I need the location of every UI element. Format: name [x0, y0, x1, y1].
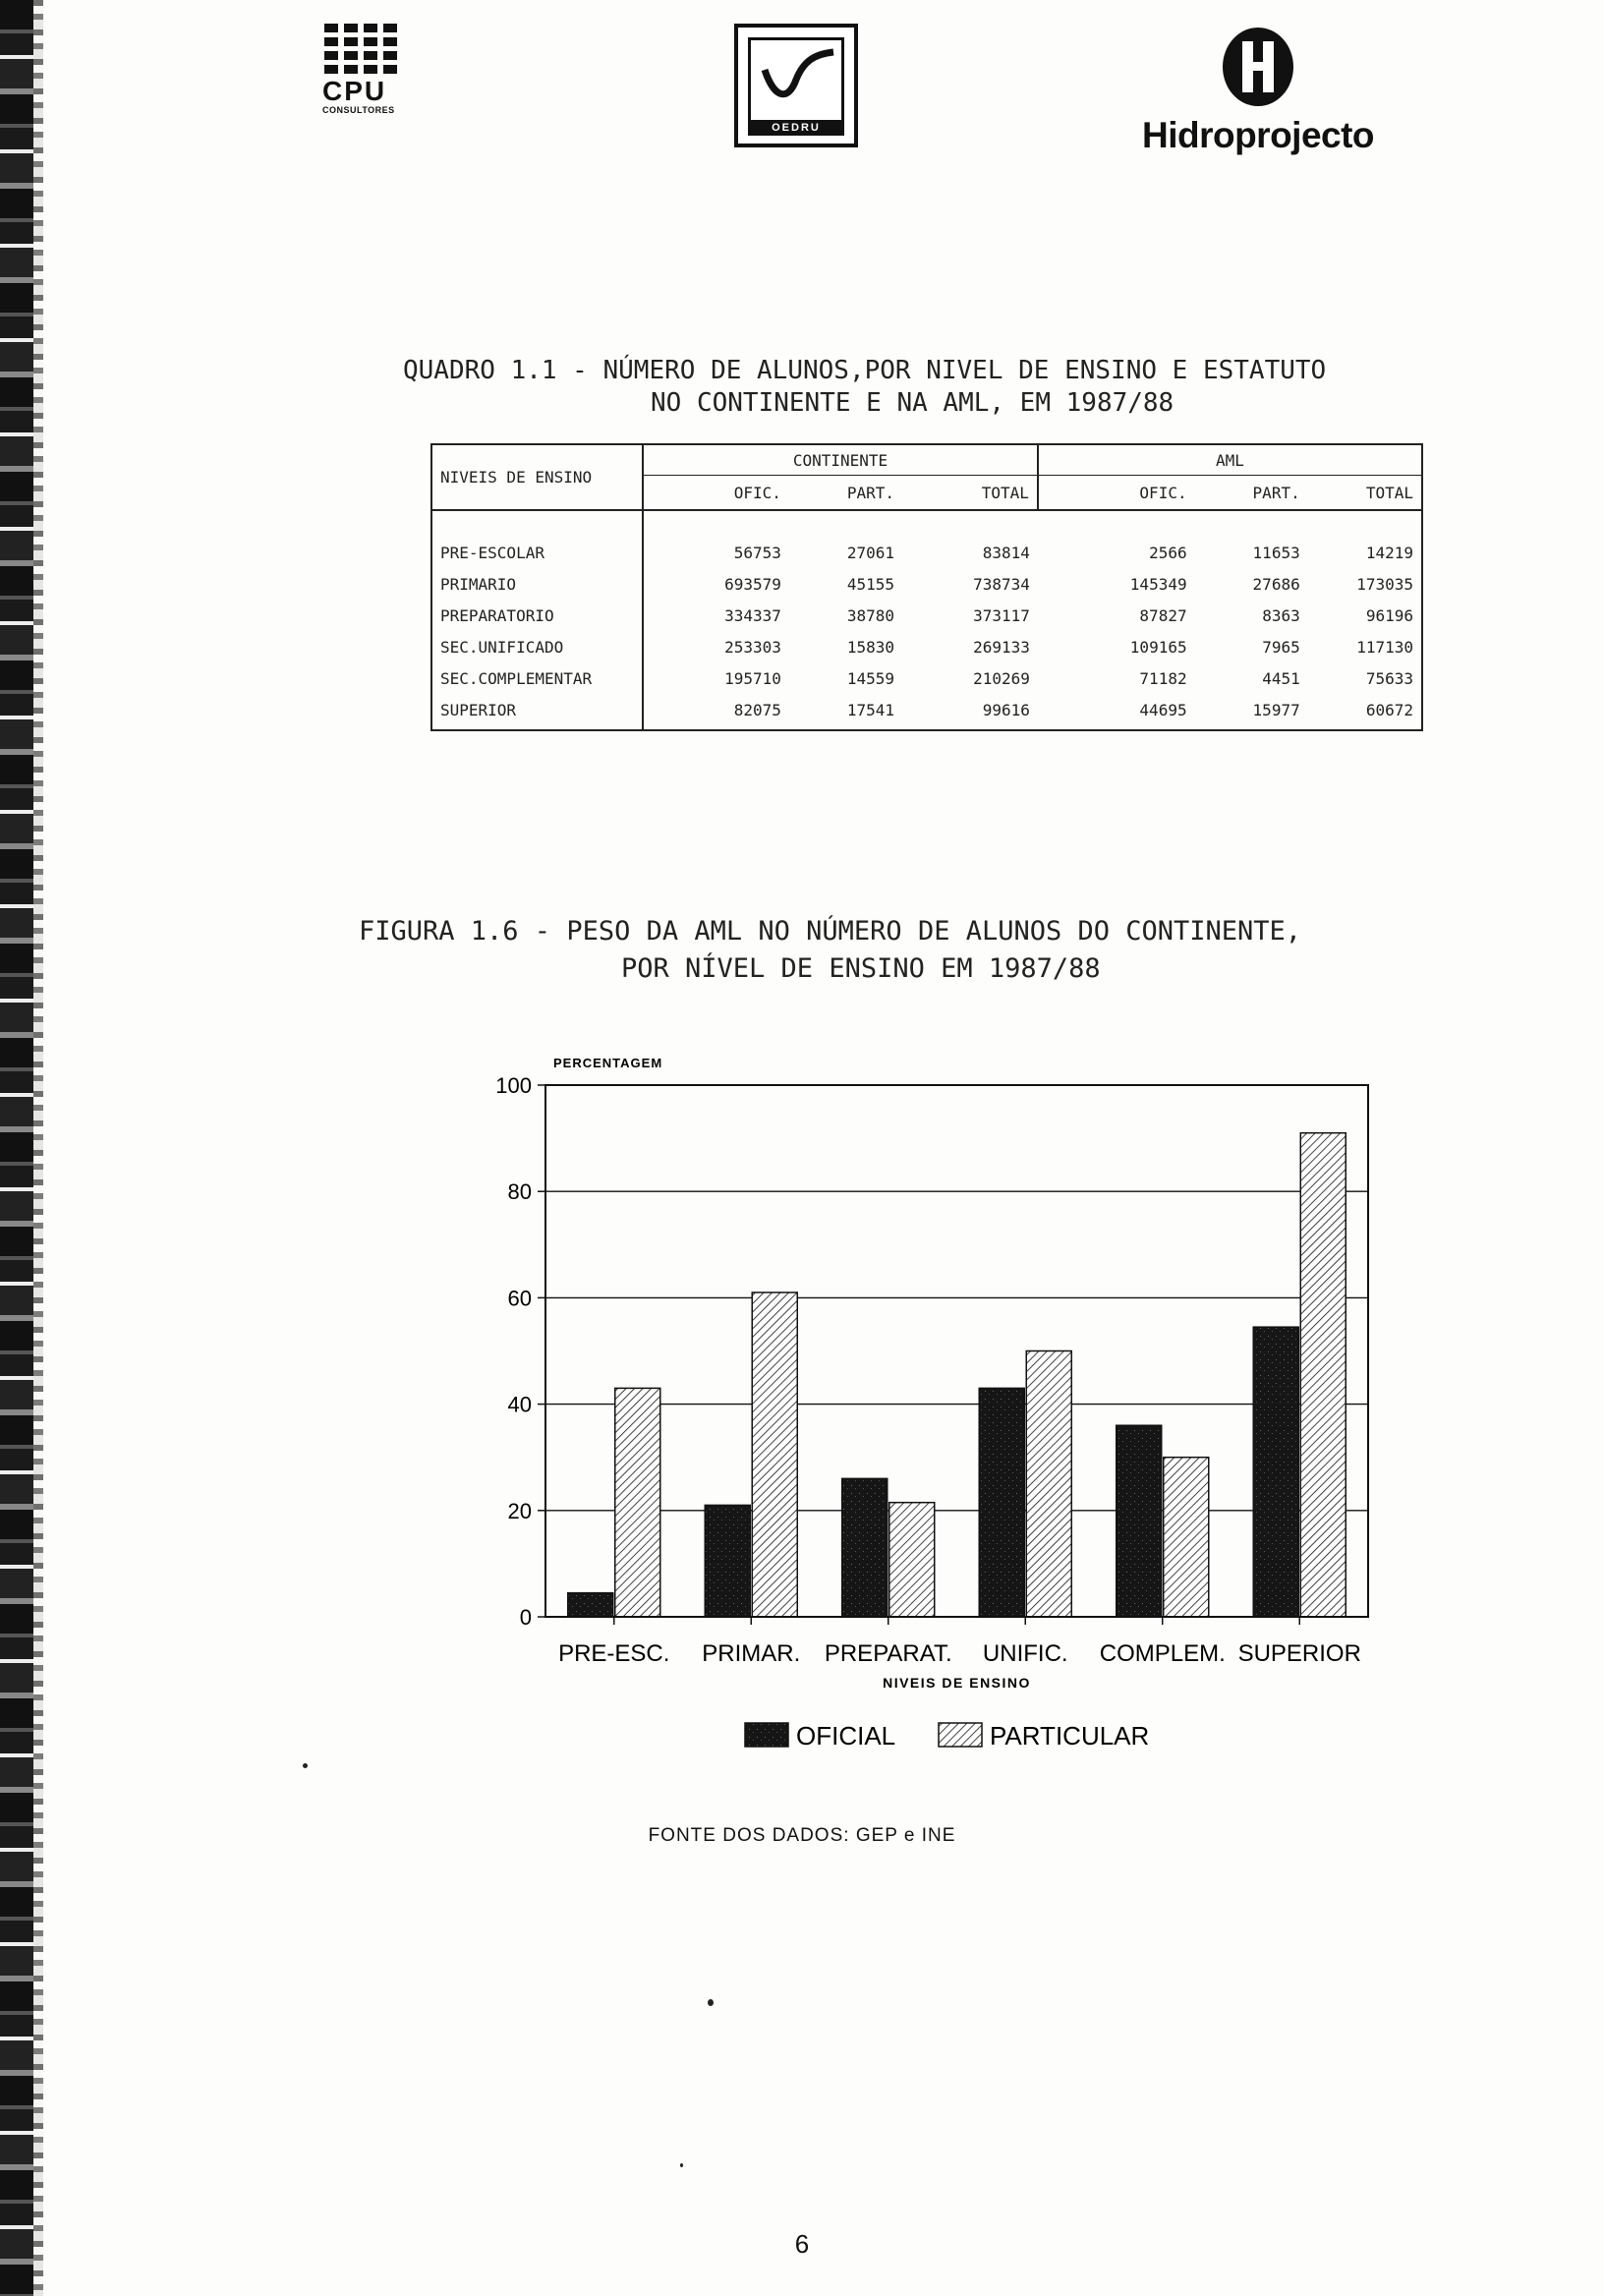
cpu-logo-subtext: CONSULTORES [322, 105, 395, 115]
oedru-swoosh-icon [751, 40, 843, 109]
cell-c-part: 45155 [846, 574, 894, 594]
table-row [431, 510, 1422, 568]
cell-c-part: 14559 [846, 668, 894, 688]
bar-oficial [979, 1388, 1024, 1617]
table-row [431, 568, 1422, 600]
row-label: SEC.UNIFICADO [431, 631, 643, 662]
y-axis-label: PERCENTAGEM [553, 1056, 663, 1070]
group-aml: AML [1038, 444, 1422, 476]
y-tick-label: 60 [507, 1286, 532, 1311]
cell-c-total: 99616 [902, 694, 1038, 730]
cell-a-part: 11653 [1252, 543, 1300, 562]
cell-c-part: 17541 [789, 694, 902, 730]
cell-c-part: 27061 [846, 543, 894, 562]
quadro-table [430, 443, 1423, 731]
cell-a-ofic: 145349 [1129, 574, 1187, 594]
cell-a-ofic: 71182 [1139, 668, 1187, 688]
chart-legend [745, 1721, 1149, 1751]
chart-gridlines [545, 1191, 1368, 1511]
col-header-a-ofic: OFIC. [1038, 476, 1195, 511]
cell-c-total: 373117 [973, 605, 1030, 625]
cell-c-ofic: 253303 [724, 637, 781, 657]
cell-a-total: 14219 [1308, 510, 1422, 568]
bar-particular [1026, 1351, 1071, 1618]
cell-a-total: 96196 [1308, 600, 1422, 631]
cell-c-total: 210269 [973, 668, 1030, 688]
quadro-title-line1: QUADRO 1.1 - NÚMERO DE ALUNOS,POR NIVEL DE ENSINO E ESTATUTO [403, 356, 1327, 385]
cell-a-total: 173035 [1308, 568, 1422, 600]
row-label: SEC.COMPLEMENTAR [431, 662, 643, 694]
row-label: PRE-ESCOLAR [431, 510, 643, 568]
bar-particular [752, 1292, 797, 1617]
hidroprojecto-logo-text: Hidroprojecto [1141, 115, 1375, 155]
bar-particular [1300, 1133, 1346, 1617]
cell-a-total: 117130 [1308, 631, 1422, 662]
x-tick-label: PRIMAR. [702, 1640, 801, 1667]
col-header-a-total: TOTAL [1308, 476, 1422, 511]
hidroprojecto-emblem-icon [1221, 26, 1295, 108]
quadro-title-line2: NO CONTINENTE E NA AML, EM 1987/88 [651, 388, 1174, 418]
bar-particular [1164, 1458, 1209, 1617]
cell-c-ofic: 334337 [724, 605, 781, 625]
x-axis-label: NIVEIS DE ENSINO [883, 1675, 1031, 1691]
cell-a-part: 4451 [1262, 668, 1300, 688]
oedru-logo [734, 24, 858, 147]
cell-a-part: 27686 [1252, 574, 1300, 594]
col-header-c-part: PART. [789, 476, 902, 511]
x-tick-label: COMPLEM. [1099, 1640, 1226, 1667]
cpu-consultores-logo [322, 24, 411, 151]
bar-oficial [1117, 1425, 1162, 1617]
cell-c-part: 15830 [846, 637, 894, 657]
y-tick-label: 20 [507, 1498, 532, 1523]
binding-edge [33, 0, 43, 2296]
cell-a-part: 8363 [1262, 605, 1300, 625]
col-header-a-part: PART. [1195, 476, 1308, 511]
hidroprojecto-logo [1120, 26, 1396, 163]
x-tick-label: PRE-ESC. [558, 1640, 670, 1667]
cell-c-ofic: 693579 [724, 574, 781, 594]
row-label: PREPARATORIO [431, 600, 643, 631]
y-tick-label: 40 [507, 1392, 532, 1417]
figura-title-line1: FIGURA 1.6 - PESO DA AML NO NÚMERO DE ALUNOS DO CONTINENTE, [359, 916, 1302, 947]
cell-a-ofic: 44695 [1038, 694, 1195, 730]
bar-oficial [568, 1593, 613, 1617]
legend-swatch-particular [939, 1723, 982, 1747]
cell-a-total: 75633 [1308, 662, 1422, 694]
x-tick-label: PREPARAT. [824, 1640, 952, 1667]
cpu-grid-icon [324, 24, 411, 74]
cell-c-total: 738734 [973, 574, 1030, 594]
cell-a-total: 60672 [1308, 694, 1422, 730]
data-source-note: FONTE DOS DADOS: GEP e INE [648, 1825, 956, 1846]
x-tick-label: SUPERIOR [1237, 1640, 1361, 1667]
cell-c-part: 38780 [846, 605, 894, 625]
table-row [431, 600, 1422, 631]
y-axis-ticks [495, 1073, 545, 1630]
bar-particular [615, 1388, 660, 1617]
y-tick-label: 0 [519, 1605, 532, 1630]
table-row [431, 694, 1422, 730]
scan-speck [680, 2163, 683, 2167]
col-header-c-ofic: OFIC. [643, 476, 789, 511]
cell-a-ofic: 109165 [1129, 637, 1187, 657]
y-tick-label: 80 [507, 1179, 532, 1205]
cell-c-ofic: 82075 [643, 694, 789, 730]
col-header-c-total: TOTAL [902, 476, 1038, 511]
spiral-binding [0, 0, 33, 2296]
cell-c-total: 269133 [973, 637, 1030, 657]
cpu-logo-text: CPU [322, 76, 387, 106]
table-row [431, 662, 1422, 694]
cell-c-ofic: 56753 [733, 543, 781, 562]
table-row [431, 631, 1422, 662]
bar-chart [472, 1042, 1396, 1818]
x-tick-label: UNIFIC. [982, 1640, 1068, 1667]
cell-a-part: 7965 [1262, 637, 1300, 657]
page-number: 6 [794, 2229, 810, 2259]
bar-oficial [842, 1478, 888, 1617]
group-continente: CONTINENTE [643, 444, 1038, 476]
y-tick-label: 100 [495, 1073, 532, 1098]
cell-a-ofic: 87827 [1139, 605, 1187, 625]
bar-oficial [705, 1505, 750, 1617]
scan-speck [708, 1999, 714, 2006]
scan-speck [303, 1763, 308, 1768]
oedru-logo-text: OEDRU [748, 120, 844, 136]
legend-swatch-oficial [745, 1723, 788, 1747]
x-axis-ticks [558, 1617, 1361, 1667]
legend-label-oficial: OFICIAL [796, 1721, 896, 1751]
chart-bars [568, 1133, 1346, 1617]
bar-particular [889, 1503, 935, 1617]
bar-oficial [1253, 1327, 1298, 1617]
plot-area-frame [545, 1085, 1368, 1617]
cell-a-ofic: 2566 [1149, 543, 1187, 562]
cell-c-ofic: 195710 [724, 668, 781, 688]
row-header: NIVEIS DE ENSINO [431, 444, 643, 510]
cell-c-total: 83814 [982, 543, 1030, 562]
row-label: PRIMARIO [431, 568, 643, 600]
row-label: SUPERIOR [431, 694, 643, 730]
figura-title-line2: POR NÍVEL DE ENSINO EM 1987/88 [621, 953, 1101, 984]
legend-label-particular: PARTICULAR [990, 1721, 1150, 1751]
cell-a-part: 15977 [1195, 694, 1308, 730]
